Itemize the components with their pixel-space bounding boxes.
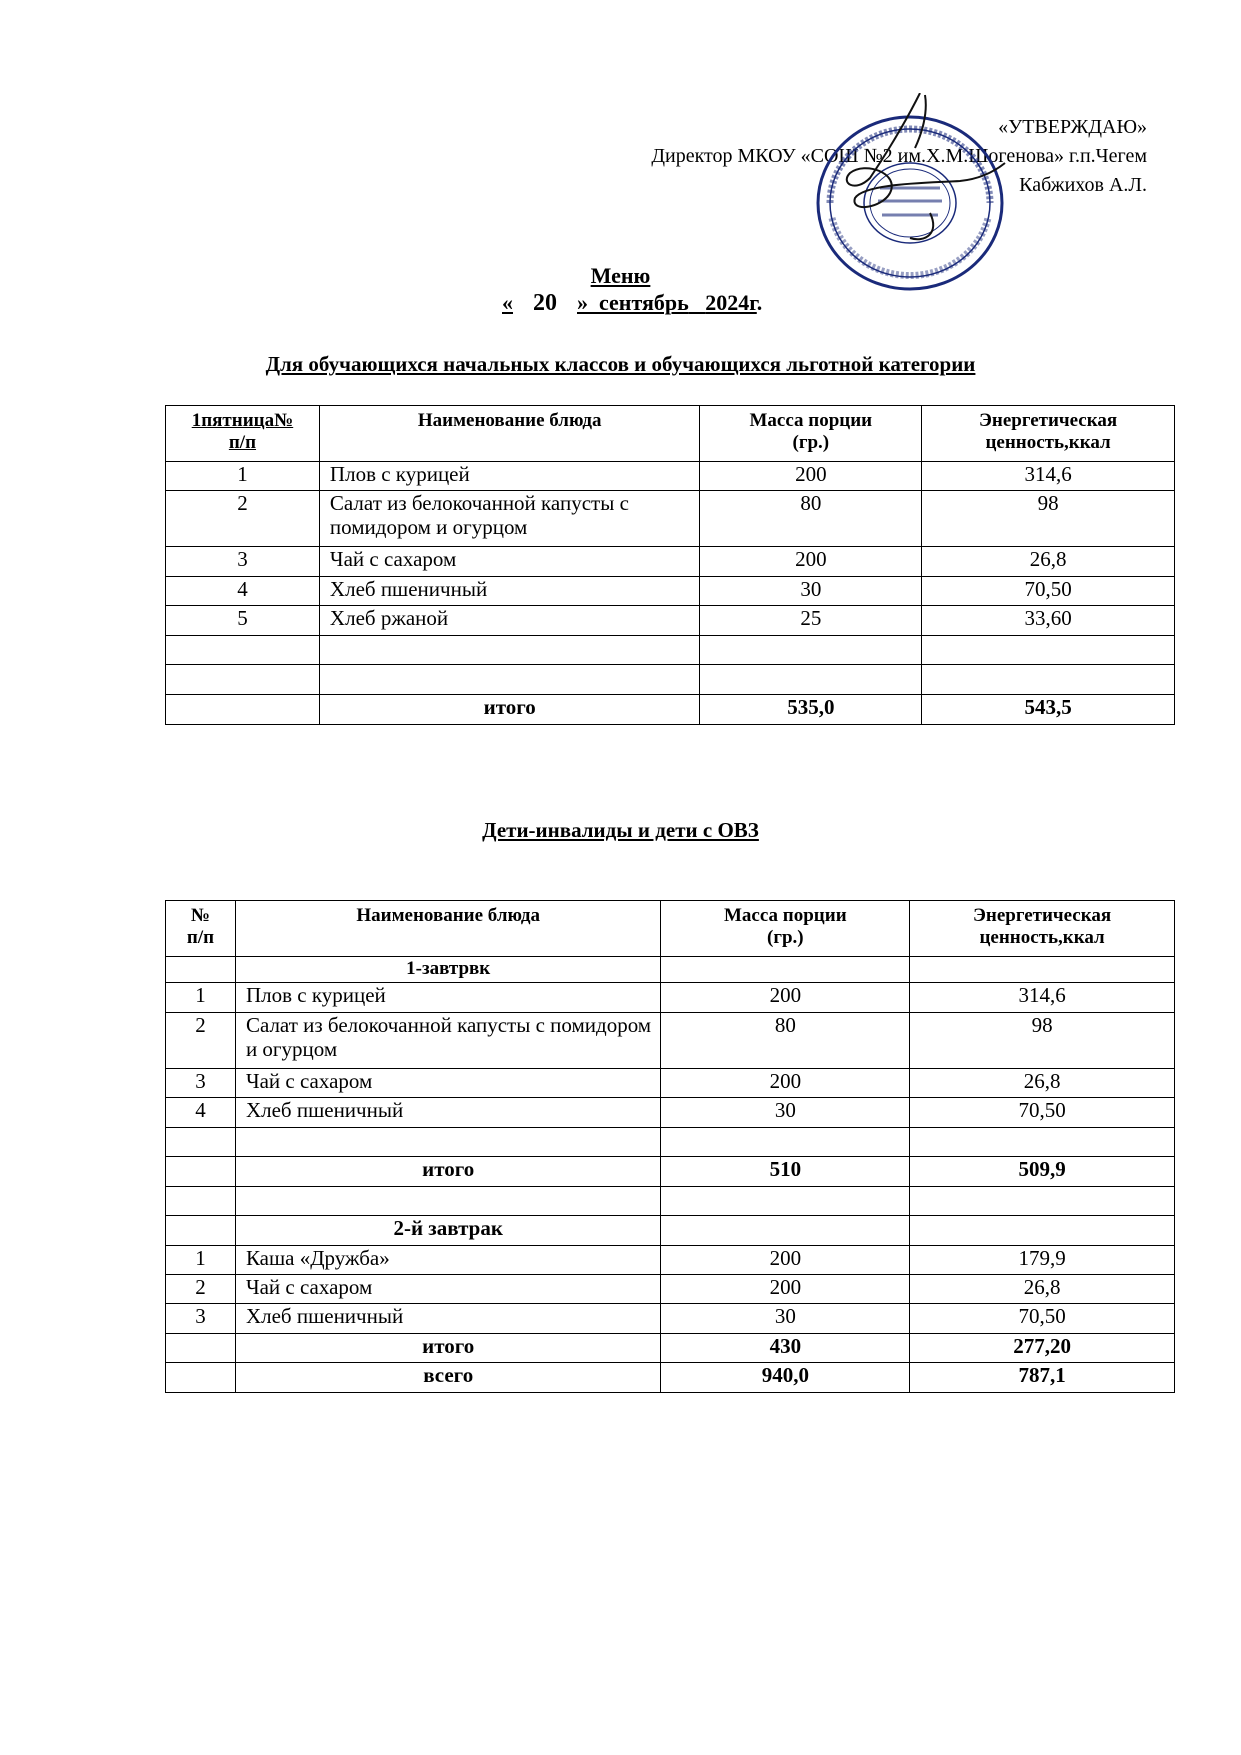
cell-dish: Хлеб пшеничный (235, 1304, 661, 1334)
cell-mass: 200 (661, 1069, 910, 1098)
cell-mass: 200 (661, 1275, 910, 1304)
table-row (166, 491, 1175, 547)
grand-total-row (166, 1363, 1175, 1393)
breakfast2-total-label: итого (235, 1334, 661, 1363)
total-row (166, 695, 1175, 725)
cell-energy: 26,8 (922, 547, 1175, 577)
cell-energy: 26,8 (910, 1275, 1175, 1304)
cell-dish: Салат из белокочанной капусты с помидором и огурцом (319, 491, 700, 547)
table-row (166, 1275, 1175, 1304)
grand-total-label: всего (235, 1363, 661, 1393)
table-row (166, 1098, 1175, 1128)
cell-number: 2 (166, 1275, 236, 1304)
cell-dish: Чай с сахаром (235, 1069, 661, 1098)
table-row (166, 1246, 1175, 1275)
cell-mass: 30 (661, 1304, 910, 1334)
cell-number: 3 (166, 1069, 236, 1098)
date-dot: . (756, 290, 763, 315)
cell-number: 1 (166, 1246, 236, 1275)
breakfast1-total-mass: 510 (661, 1157, 910, 1187)
table-row (166, 606, 1175, 636)
total-mass: 535,0 (700, 695, 922, 725)
date-day: 20 (533, 290, 557, 316)
cell-dish: Плов с курицей (319, 462, 700, 491)
empty-row (166, 1187, 1175, 1216)
total-label: итого (319, 695, 700, 725)
header-dish-name: Наименование блюда (235, 901, 661, 957)
date-month: сентябрь (599, 290, 689, 315)
cell-dish: Хлеб пшеничный (235, 1098, 661, 1128)
cell-dish: Хлеб ржаной (319, 606, 700, 636)
cell-energy: 70,50 (910, 1304, 1175, 1334)
header-energy-value: Энергетическая ценность,ккал (910, 901, 1175, 957)
grand-total-mass: 940,0 (661, 1363, 910, 1393)
cell-number: 1 (166, 462, 320, 491)
table-row (166, 462, 1175, 491)
cell-energy: 98 (922, 491, 1175, 547)
breakfast1-label: 1-завтрвк (235, 957, 661, 983)
cell-energy: 26,8 (910, 1069, 1175, 1098)
empty-row (166, 1128, 1175, 1157)
cell-energy: 314,6 (922, 462, 1175, 491)
cell-mass: 80 (700, 491, 922, 547)
total-row (166, 1334, 1175, 1363)
cell-mass: 200 (700, 547, 922, 577)
cell-number: 3 (166, 547, 320, 577)
cell-mass: 200 (700, 462, 922, 491)
cell-dish: Хлеб пшеничный (319, 577, 700, 606)
breakfast2-total-energy: 277,20 (910, 1334, 1175, 1363)
table-row (166, 1069, 1175, 1098)
breakfast2-total-mass: 430 (661, 1334, 910, 1363)
cell-number: 2 (166, 491, 320, 547)
cell-energy: 33,60 (922, 606, 1175, 636)
breakfast2-label: 2-й завтрак (235, 1216, 661, 1246)
section2-title: Дети-инвалиды и дети с ОВЗ (482, 818, 759, 842)
meal-label-row (166, 1216, 1175, 1246)
meal-label-row (166, 957, 1175, 983)
section2-table (165, 900, 1175, 1393)
header-dish-name: Наименование блюда (319, 406, 700, 462)
date-year: 2024г (705, 290, 757, 315)
header-portion-mass: Масса порции (гр.) (661, 901, 910, 957)
cell-number: 4 (166, 577, 320, 606)
table-row (166, 1304, 1175, 1334)
cell-mass: 80 (661, 1013, 910, 1069)
table-row (166, 1013, 1175, 1069)
section1-table (165, 405, 1175, 725)
cell-mass: 200 (661, 1246, 910, 1275)
cell-mass: 25 (700, 606, 922, 636)
cell-dish: Каша «Дружба» (235, 1246, 661, 1275)
cell-number: 3 (166, 1304, 236, 1334)
cell-number: 5 (166, 606, 320, 636)
director-name: Кабжихов А.Л. (1019, 174, 1147, 196)
cell-number: 1 (166, 983, 236, 1013)
header-portion-mass: Масса порции (гр.) (700, 406, 922, 462)
table-row (166, 577, 1175, 606)
cell-dish: Чай с сахаром (319, 547, 700, 577)
table-row (166, 983, 1175, 1013)
cell-energy: 314,6 (910, 983, 1175, 1013)
cell-energy: 98 (910, 1013, 1175, 1069)
grand-total-energy: 787,1 (910, 1363, 1175, 1393)
empty-row (166, 665, 1175, 695)
cell-number: 2 (166, 1013, 236, 1069)
header-number: № п/п (166, 901, 236, 957)
cell-number: 4 (166, 1098, 236, 1128)
approval-heading: «УТВЕРЖДАЮ» (998, 116, 1147, 138)
table-row (166, 547, 1175, 577)
table-header-row (166, 406, 1175, 462)
menu-title: Меню (590, 263, 651, 288)
total-row (166, 1157, 1175, 1187)
header-energy-value: Энергетическая ценность,ккал (922, 406, 1175, 462)
cell-dish: Салат из белокочанной капусты с помидором и огурцом (235, 1013, 661, 1069)
director-position: Директор МКОУ «СОШ №2 им.Х.М.Шогенова» г.п.Чегем (651, 145, 1147, 167)
table-header-row (166, 901, 1175, 957)
cell-dish: Чай с сахаром (235, 1275, 661, 1304)
cell-dish: Плов с курицей (235, 983, 661, 1013)
cell-energy: 179,9 (910, 1246, 1175, 1275)
cell-energy: 70,50 (910, 1098, 1175, 1128)
empty-row (166, 636, 1175, 665)
menu-date (502, 288, 762, 318)
breakfast1-total-energy: 509,9 (910, 1157, 1175, 1187)
cell-mass: 30 (661, 1098, 910, 1128)
section1-title: Для обучающихся начальных классов и обучающихся льготной категории (265, 352, 976, 376)
cell-mass: 30 (700, 577, 922, 606)
cell-mass: 200 (661, 983, 910, 1013)
total-energy: 543,5 (922, 695, 1175, 725)
breakfast1-total-label: итого (235, 1157, 661, 1187)
date-open-quote: « (502, 290, 513, 315)
header-number: 1пятница№ п/п (166, 406, 320, 462)
cell-energy: 70,50 (922, 577, 1175, 606)
date-close-quote: » (577, 290, 588, 315)
